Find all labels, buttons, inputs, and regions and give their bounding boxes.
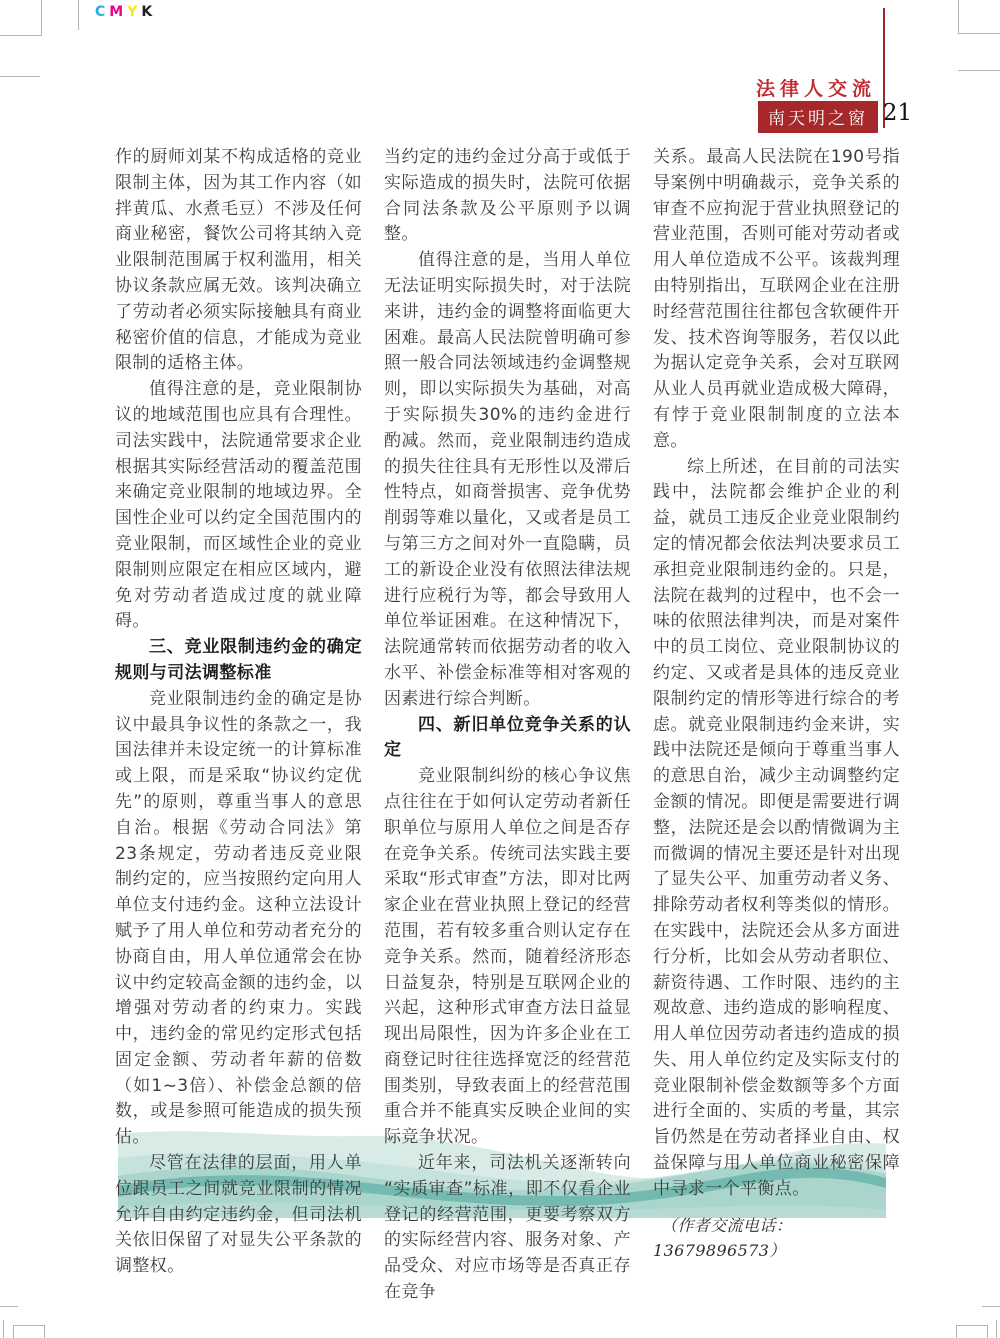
text-column-2 <box>384 145 631 1306</box>
section-heading: 三、竞业限制违约金的确定规则与司法调整标准 <box>115 637 362 683</box>
paragraph: 近年来，司法机关逐渐转向“实质审查”标准，即不仅看企业登记的经营范围，更要考察双方的实际经营内容、服务对象、产品受众、对应市场等是否真正存在竞争 <box>384 1153 631 1303</box>
column-badge: 南天明之窗 <box>758 101 878 133</box>
cmyk-letter: K <box>141 4 157 20</box>
page-number: 21 <box>882 100 912 126</box>
cmyk-letter: C <box>95 4 110 20</box>
paragraph: 值得注意的是，竞业限制协议的地域范围也应具有合理性。司法实践中，法院通常要求企业根据其实际经营活动的覆盖范围来确定竞业限制的地域边界。全国性企业可以约定全国范围内的竞业限制，而区域性企业的竞业限制则应限定在相应区域内，避免对劳动者造成过度的就业障碍。 <box>115 379 362 632</box>
paragraph: 值得注意的是，当用人单位无法证明实际损失时，对于法院来讲，违约金的调整将面临更大困难。最高人民法院曾明确可参照一般合同法领域违约金调整规则，即以实际损失为基础，对高于实际损失30%的违约金进行酌减。然而，竞业限制违约造成的损失往往具有无形性以及滞后性特点，如商誉损害、竞争优势削弱等难以量化，又或者是员工与第三方之间对外一直隐瞒，员工的新设企业没有依照法律法规进行应税行为等，都会导致用人单位举证困难。在这种情况下，法院通常转而依据劳动者的收入水平、补偿金标准等相对客观的因素进行综合判断。 <box>384 250 631 709</box>
text-column-3 <box>653 145 900 1306</box>
paragraph: 作的厨师刘某不构成适格的竞业限制主体，因为其工作内容（如拌黄瓜、水煮毛豆）不涉及任何商业秘密，餐饮公司将其纳入竞业限制范围属于权利滥用，相关协议条款应属无效。该判决确立了劳动者必须实际接触具有商业秘密价值的信息，才能成为竞业限制的适格主体。 <box>115 147 362 374</box>
cmyk-letter: M <box>109 4 128 20</box>
paragraph: 竞业限制违约金的确定是协议中最具争议性的条款之一，我国法律并未设定统一的计算标准或上限，而是采取“协议约定优先”的原则，尊重当事人的意思自治。根据《劳动合同法》第23条规定，劳动者违反竞业限制约定的，应当按照约定向用人单位支付违约金。这种立法设计赋予了用人单位和劳动者充分的协商自由，用人单位通常会在协议中约定较高金额的违约金，以增强对劳动者的约束力。实践中，违约金的常见约定形式包括固定金额、劳动者年薪的倍数（如1~3倍）、补偿金总额的倍数，或是参照可能造成的损失预估。 <box>115 688 362 1148</box>
text-column-1 <box>115 145 362 1306</box>
crop-mark-bottom-right-vline <box>996 1320 997 1338</box>
article-columns <box>115 145 901 1306</box>
section-title: 法律人交流 <box>755 78 876 100</box>
crop-mark-bottom-right-hline <box>982 1306 1000 1307</box>
crop-mark-bottom-right-box <box>956 1325 988 1338</box>
article-body <box>115 145 901 1306</box>
crop-mark-bottom-left-box <box>13 1325 45 1338</box>
paragraph: 竞业限制纠纷的核心争议焦点往往在于如何认定劳动者新任职单位与原用人单位之间是否存在竞争关系。传统司法实践主要采取“形式审查”方法，即对比两家企业在营业执照上登记的经营范围，若有较多重合则认定存在竞争关系。然而，随着经济形态日益复杂，特别是互联网企业的兴起，这种形式审查方法日益显现出局限性，因为许多企业在工商登记时往往选择宽泛的经营范围类别，导致表面上的经营范围重合并不能真实反映企业间的实际竞争状况。 <box>384 766 631 1148</box>
section-heading: 四、新旧单位竞争关系的认定 <box>384 714 631 761</box>
author-note: （作者交流电话：13679896573） <box>653 1215 793 1261</box>
crop-mark-bottom-left-hline <box>0 1306 18 1307</box>
page-header <box>0 0 1000 140</box>
paragraph: 关系。最高人民法院在190号指导案例中明确裁示，竞争关系的审查不应拘泥于营业执照登记的营业范围，否则可能对劳动者或用人单位造成不公平。该裁判理由特别指出，互联网企业在注册时经营范围往往都包含软硬件开发、技术咨询等服务，若仅以此为据认定竞争关系，会对互联网从业人员再就业造成极大障碍，有悖于竞业限制制度的立法本意。 <box>653 147 900 451</box>
paragraph: 尽管在法律的层面，用人单位跟员工之间就竞业限制的情况允许自由约定违约金，但司法机关依旧保留了对显失公平条款的调整权。 <box>115 1153 362 1277</box>
paragraph: 当约定的违约金过分高于或低于实际造成的损失时，法院可依据合同法条款及公平原则予以调整。 <box>384 147 631 245</box>
paragraph: 综上所述，在目前的司法实践中，法院都会维护企业的利益，就员工违反企业竞业限制约定的情况都会依法判决要求员工承担竞业限制违约金的。只是，法院在裁判的过程中，也不会一味的依照法律判决，而是对案件中的员工岗位、竞业限制协议的约定、又或者是具体的违反竞业限制约定的情形等进行综合的考虑。就竞业限制违约金来讲，实践中法院还是倾向于尊重当事人的意思自治，减少主动调整约定金额的情况。即便是需要进行调整，法院还是会以酌情微调为主而微调的情况主要还是针对出现了显失公平、加重劳动者义务、排除劳动者权利等类似的情形。在实践中，法院还会从多方面进行分析，比如会从劳动者职位、薪资待遇、工作时限、违约的主观故意、违约造成的影响程度、用人单位因劳动者违约造成的损失、用人单位约定及实际支付的竞业限制补偿金数额等多个方面进行全面的、实质的考量，其宗旨仍然是在劳动者择业自由、权益保障与用人单位商业秘密保障中寻求一个平衡点。 <box>653 456 900 1199</box>
crop-mark-bottom-left-vline <box>3 1320 4 1338</box>
cmyk-letter: Y <box>127 4 142 20</box>
